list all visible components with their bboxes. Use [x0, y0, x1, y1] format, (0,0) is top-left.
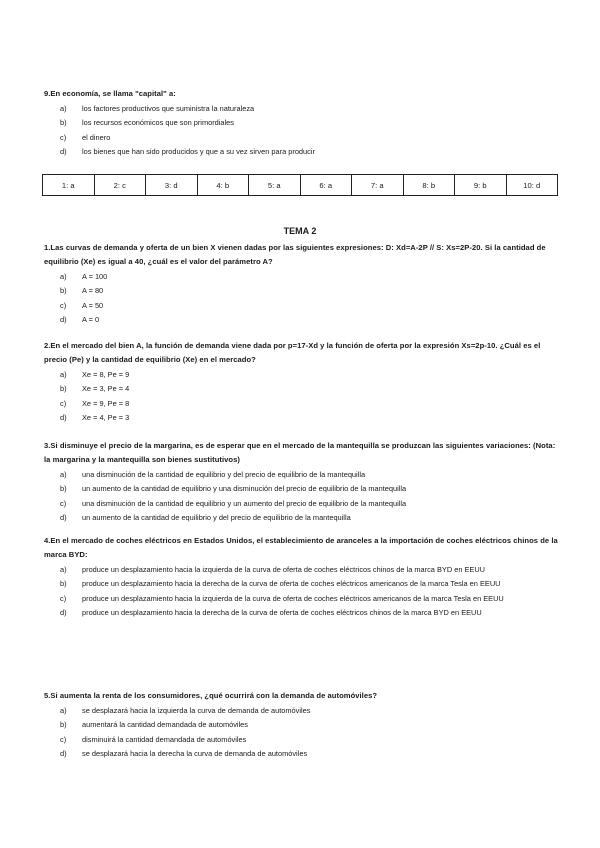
option-label: d) [60, 513, 67, 523]
option [44, 313, 559, 327]
question-title: 9.En economía, se llama "capital" a: [44, 89, 176, 98]
option-text: A = 100 [82, 272, 108, 281]
option [44, 511, 559, 525]
option-text: Xe = 4, Pe = 3 [82, 413, 130, 423]
option-text: A = 0 [82, 315, 100, 325]
question-3 [44, 439, 559, 526]
option [44, 131, 559, 145]
option-label: d) [60, 749, 67, 759]
option-text: los bienes que han sido producidos y que a su vez sirven para producir [82, 147, 315, 157]
question-title: 5.Si aumenta la renta de los consumidores, ¿qué ocurrirá con la demanda de automóviles? [44, 691, 378, 700]
option-text: los factores productivos que suministra la naturaleza [82, 104, 255, 113]
option-label: a) [60, 565, 67, 574]
option-label: b) [60, 384, 67, 394]
option-text: produce un desplazamiento hacia la derecha de la curva de oferta de coches eléctricos chinos de la marca BYD en EEUU [82, 608, 482, 618]
option [44, 382, 559, 396]
section-title: TEMA 2 [283, 226, 317, 236]
answer-cell: 9: b [454, 175, 506, 195]
question-2 [44, 339, 559, 426]
option-label: c) [60, 132, 67, 142]
option [44, 733, 559, 747]
option [44, 718, 559, 732]
option-label: c) [60, 593, 67, 603]
option-text: disminuirá la cantidad demandada de automóviles [82, 734, 247, 744]
option [44, 299, 559, 313]
answer-cell: 8: b [403, 175, 455, 195]
option-text: A = 80 [82, 286, 104, 296]
option-text: Xe = 8, Pe = 9 [82, 370, 130, 379]
option [44, 577, 559, 591]
answer-cell: 10: d [506, 175, 558, 195]
option-text: produce un desplazamiento hacia la izquierda de la curva de oferta de coches eléctricos chinos de la marca BYD en EEUU [82, 565, 486, 574]
option-label: b) [60, 286, 67, 296]
question-title: 4.En el mercado de coches eléctricos en Estados Unidos, el establecimiento de aranceles a la importación de coches eléctricos chinos de la marca BYD: [44, 536, 558, 559]
answer-cell: 3: d [145, 175, 197, 195]
option [44, 592, 559, 606]
option-text: los recursos económicos que son primordiales [82, 118, 234, 128]
option-text: un aumento de la cantidad de equilibrio y del precio de equilibrio de la mantequilla [82, 513, 351, 523]
option-label: a) [60, 706, 67, 715]
option-label: d) [60, 315, 67, 325]
option-label: b) [60, 484, 67, 494]
option-label: d) [60, 147, 67, 157]
option-label: c) [60, 498, 67, 508]
option-text: se desplazará hacia la derecha la curva de demanda de automóviles [82, 749, 308, 759]
option-label: a) [60, 370, 67, 379]
option [44, 482, 559, 496]
option [44, 102, 559, 116]
option [44, 397, 559, 411]
option-label: b) [60, 579, 67, 589]
option-text: Xe = 9, Pe = 8 [82, 398, 130, 408]
answer-cell: 5: a [248, 175, 300, 195]
question-title: 1.Las curvas de demanda y oferta de un bien X vienen dadas por las siguientes expresiones: D: Xd=A-2P // S: Xs=2P-20. Si la cantidad de equilibrio (Xe) es igual a 40, ¿cuál es el valor del parámetro A? [44, 243, 546, 266]
option-text: se desplazará hacia la izquierda la curva de demanda de automóviles [82, 706, 311, 715]
option-text: aumentará la cantidad demandada de automóviles [82, 720, 248, 730]
question-1 [44, 241, 559, 328]
question-title: 3.Si disminuye el precio de la margarina, es de esperar que en el mercado de la mantequilla se produzcan las siguientes variaciones: (Nota: la margarina y la mantequilla son bienes sustitutivos) [44, 441, 556, 464]
option-text: A = 50 [82, 300, 104, 310]
option-label: a) [60, 104, 67, 113]
option [44, 145, 559, 159]
option-text: una disminución de la cantidad de equilibrio y del precio de equilibrio de la mantequilla [82, 470, 366, 479]
option-label: c) [60, 734, 67, 744]
option-label: d) [60, 413, 67, 423]
option-text: produce un desplazamiento hacia la derecha de la curva de oferta de coches eléctricos americanos de la marca Tesla en EEUU [82, 579, 501, 589]
question-5 [44, 689, 559, 762]
option-label: a) [60, 470, 67, 479]
answer-cell: 7: a [351, 175, 403, 195]
question-4 [44, 534, 559, 621]
option [44, 704, 559, 718]
question-title: 2.En el mercado del bien A, la función de demanda viene dada por p=17-Xd y la función de oferta por la expresión Xs=2p-10. ¿Cuál es el precio (Pe) y la cantidad de equilibrio (Xe) en el mercado? [44, 341, 541, 364]
answer-cell: 1: a [61, 180, 75, 190]
answer-cell: 6: a [300, 175, 352, 195]
option-text: el dinero [82, 132, 111, 142]
option [44, 497, 559, 511]
option-label: b) [60, 118, 67, 128]
option [44, 284, 559, 298]
option-label: b) [60, 720, 67, 730]
answer-cell: 4: b [197, 175, 249, 195]
option-label: d) [60, 608, 67, 618]
option-text: Xe = 3, Pe = 4 [82, 384, 130, 394]
option [44, 270, 559, 284]
option [44, 747, 559, 761]
option-label: c) [60, 398, 67, 408]
option [44, 606, 559, 620]
option-label: c) [60, 300, 67, 310]
option-text: produce un desplazamiento hacia la izquierda de la curva de oferta de coches eléctricos americanos de la marca Tesla en EEUU [82, 593, 504, 603]
answer-cell: 2: c [94, 175, 146, 195]
option-label: a) [60, 272, 67, 281]
option [44, 411, 559, 425]
option-text: una disminución de la cantidad de equilibrio y un aumento del precio de equilibrio de la mantequilla [82, 498, 407, 508]
option-text: un aumento de la cantidad de equilibrio y una disminución del precio de equilibrio de la mantequilla [82, 484, 407, 494]
question-9 [44, 87, 559, 160]
option [44, 116, 559, 130]
option [44, 368, 559, 382]
option [44, 563, 559, 577]
answer-key-table [42, 174, 558, 196]
option [44, 468, 559, 482]
